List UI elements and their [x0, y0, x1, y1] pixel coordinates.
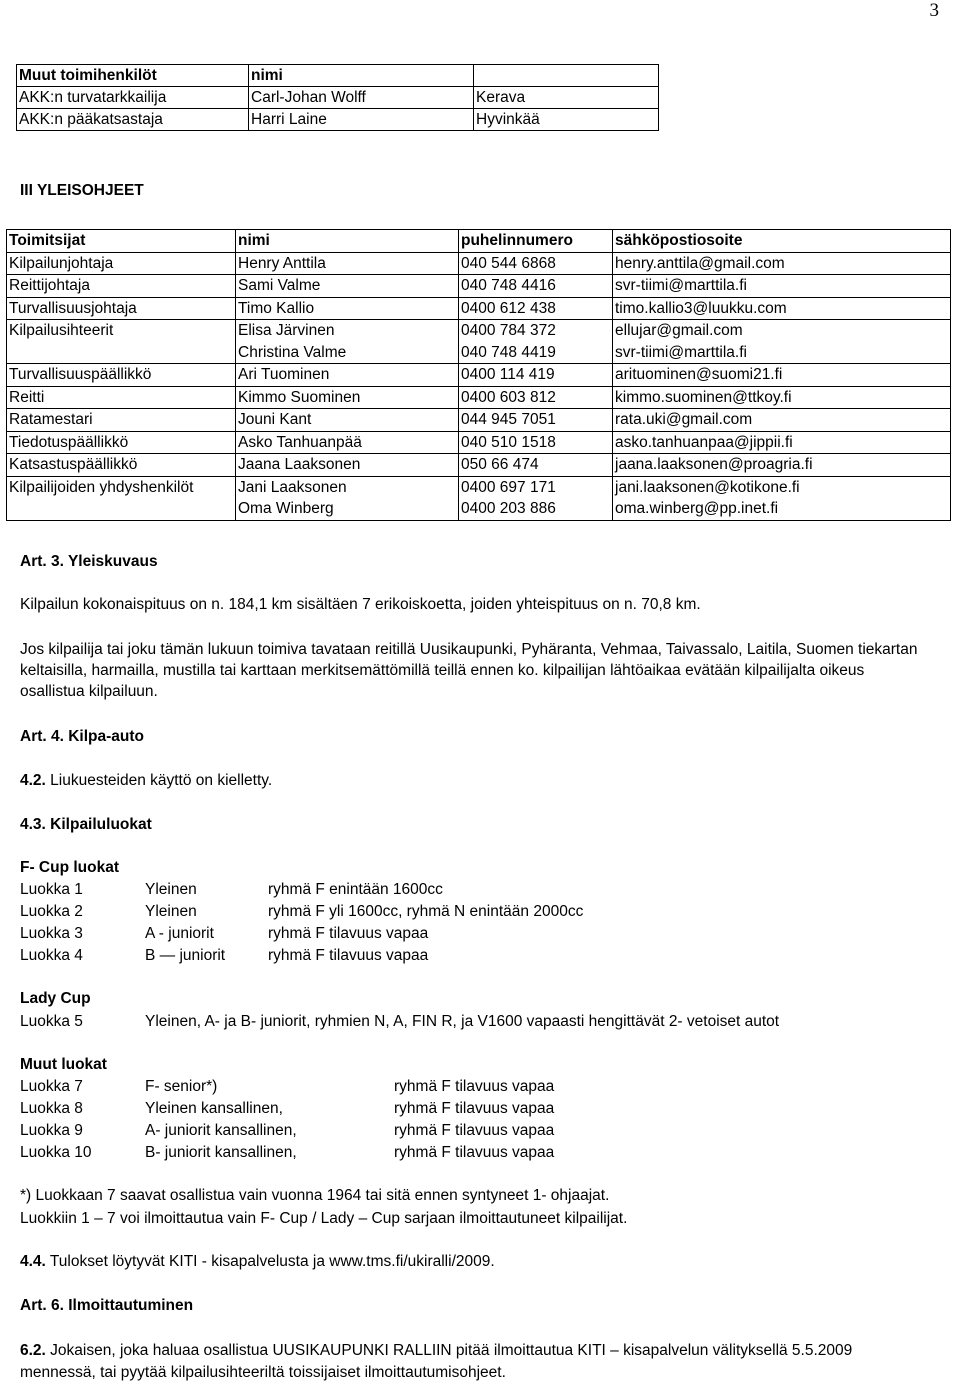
ladycup-title: Lady Cup — [20, 990, 91, 1007]
art3-paragraph: Kilpailun kokonaispituus on n. 184,1 km sisältäen 7 erikoiskoetta, joiden yhteispituus on n. 70,8 km. — [20, 596, 701, 613]
officials-header-cell: nimi — [249, 65, 474, 87]
staff-cell — [459, 275, 613, 298]
officials-row — [17, 109, 659, 131]
staff-cell-line: henry.anttila@gmail.com — [615, 254, 785, 272]
text-line: keltaisilla, harmailla, mustilla tai karttaan merkitsemättömillä teillä ennen ko. kilpailijan lähtöaikaa evätään kilpailijalta oikeus — [20, 662, 865, 679]
staff-cell — [459, 386, 613, 409]
staff-cell-line: Sami Valme — [238, 277, 321, 294]
class-cell: Luokka 3 — [20, 925, 83, 942]
staff-cell-line: Henry Anttila — [238, 254, 326, 272]
class-cell: Luokka 2 — [20, 903, 83, 920]
staff-cell-line: Kilpailusihteerit — [9, 322, 114, 339]
class-cell: Yleinen kansallinen, — [145, 1100, 283, 1117]
staff-cell-line: 0400 784 372 — [461, 322, 556, 339]
class-cell: B — juniorit — [145, 947, 226, 964]
staff-cell — [613, 476, 951, 520]
staff-cell-line: 040 544 6868 — [461, 254, 556, 272]
staff-cell — [7, 386, 236, 409]
staff-cell — [613, 431, 951, 454]
staff-header-cell: puhelinnumero — [459, 230, 613, 253]
class-cell: Luokka 7 — [20, 1078, 83, 1095]
staff-cell-line: Tiedotuspäällikkö — [9, 433, 129, 451]
class-cell: Luokka 1 — [20, 881, 83, 898]
class-cell: Yleinen — [145, 903, 197, 920]
section-text: Jokaisen, joka haluaa osallistua UUSIKAUPUNKI RALLIIN pitää ilmoittautua KITI – kisapalvelun välityksellä 5.5.2009 — [45, 1342, 853, 1359]
staff-cell — [613, 364, 951, 387]
section-text: Liukuesteiden käyttö on kielletty. — [45, 772, 273, 789]
staff-cell — [7, 297, 236, 320]
staff-cell-line: Reitti — [9, 388, 45, 406]
staff-cell-line: Jaana Laaksonen — [238, 456, 361, 473]
officials-cell: Kerava — [474, 87, 659, 109]
note-line: *) Luokkaan 7 saavat osallistua vain vuonna 1964 tai sitä ennen syntyneet 1- ohjaajat. — [20, 1187, 610, 1204]
fcup-title: F- Cup luokat — [20, 859, 120, 876]
staff-cell-line: oma.winberg@pp.inet.fi — [615, 500, 779, 517]
staff-cell-line: jaana.laaksonen@proagria.fi — [615, 456, 813, 473]
staff-cell-line: rata.uki@gmail.com — [615, 411, 753, 428]
section-number: 4.4. — [20, 1253, 46, 1270]
staff-cell-line: 040 748 4419 — [461, 343, 556, 361]
text-line: osallistua kilpailuun. — [20, 683, 158, 700]
staff-cell — [236, 297, 459, 320]
class-cell: Luokka 9 — [20, 1122, 83, 1139]
section-number: 6.2. — [20, 1342, 46, 1359]
class-cell: B- juniorit kansallinen, — [145, 1144, 297, 1161]
class-cell: Luokka 4 — [20, 947, 83, 964]
class-cell: Yleinen — [145, 881, 197, 898]
staff-cell-line: Asko Tanhuanpää — [238, 433, 362, 451]
staff-cell-line: 0400 203 886 — [461, 500, 556, 517]
class-cell: Luokka 8 — [20, 1100, 83, 1117]
staff-cell — [236, 252, 459, 275]
class-cell: F- senior*) — [145, 1078, 218, 1095]
text-line — [20, 1340, 852, 1362]
staff-row — [7, 409, 951, 432]
staff-row — [7, 454, 951, 477]
section-4-2 — [20, 772, 272, 790]
staff-cell-line: 0400 612 438 — [461, 299, 556, 317]
staff-cell-line: asko.tanhuanpaa@jippii.fi — [615, 433, 793, 451]
staff-cell — [7, 476, 236, 520]
class-cell: A- juniorit kansallinen, — [145, 1122, 297, 1139]
staff-cell-line: Katsastuspäällikkö — [9, 456, 138, 473]
staff-cell — [613, 320, 951, 364]
staff-cell-line: Turvallisuuspäällikkö — [9, 366, 152, 383]
staff-cell — [459, 252, 613, 275]
staff-cell — [7, 320, 236, 364]
staff-cell — [459, 297, 613, 320]
section-6-2 — [20, 1340, 852, 1384]
class-cell: ryhmä F tilavuus vapaa — [394, 1100, 555, 1117]
staff-cell — [7, 431, 236, 454]
staff-cell-line: Jouni Kant — [238, 411, 312, 428]
staff-cell-line: ellujar@gmail.com — [615, 322, 743, 339]
art3-paragraph-2 — [20, 639, 940, 702]
staff-cell — [459, 409, 613, 432]
text-line: mennessä, tai pyytää kilpailusihteeriltä toissijaiset ilmoittautumisohjeet. — [20, 1364, 506, 1381]
text-line: Jos kilpailija tai joku tämän lukuun toimiva tavataan reitillä Uusikaupunki, Pyhäranta, Vehmaa, Taivassalo, Laitila, Suomen tiekartan — [20, 641, 918, 658]
staff-cell-line: Elisa Järvinen — [238, 322, 335, 339]
class-cell: ryhmä F tilavuus vapaa — [394, 1078, 555, 1095]
officials-header-cell: Muut toimihenkilöt — [17, 65, 249, 87]
staff-header-cell: Toimitsijat — [7, 230, 236, 253]
staff-header-row — [7, 230, 951, 253]
class-cell: ryhmä F tilavuus vapaa — [268, 925, 429, 942]
staff-row — [7, 297, 951, 320]
class-cell: ryhmä F tilavuus vapaa — [268, 947, 429, 964]
staff-cell — [7, 275, 236, 298]
staff-cell — [236, 275, 459, 298]
staff-cell-line: Christina Valme — [238, 343, 347, 361]
staff-cell-line: svr-tiimi@marttila.fi — [615, 277, 747, 294]
ladycup-class: Luokka 5 — [20, 1013, 83, 1030]
class-cell: ryhmä F enintään 1600cc — [268, 881, 443, 898]
officials-table — [16, 64, 659, 131]
page-number: 3 — [929, 0, 939, 21]
officials-cell: Carl-Johan Wolff — [249, 87, 474, 109]
ladycup-desc: Yleinen, A- ja B- juniorit, ryhmien N, A, FIN R, ja V1600 vapaasti hengittävät 2- vetoiset autot — [145, 1013, 780, 1030]
section-number: 4.2. — [20, 772, 46, 789]
staff-cell-line: jani.laaksonen@kotikone.fi — [615, 478, 800, 496]
staff-cell — [7, 364, 236, 387]
staff-cell-line: kimmo.suominen@ttkoy.fi — [615, 388, 792, 406]
section-text: Tulokset löytyvät KITI - kisapalvelusta ja www.tms.fi/ukiralli/2009. — [45, 1253, 495, 1270]
staff-cell-line: Kilpailijoiden yhdyshenkilöt — [9, 478, 194, 496]
staff-header-cell: sähköpostiosoite — [613, 230, 951, 253]
officials-cell: Hyvinkää — [474, 109, 659, 131]
staff-row — [7, 252, 951, 275]
section-number: 4.3. — [20, 816, 46, 833]
staff-cell — [613, 297, 951, 320]
staff-cell-line: Reittijohtaja — [9, 277, 90, 294]
staff-cell-line: Oma Winberg — [238, 500, 334, 517]
staff-cell — [236, 320, 459, 364]
staff-cell-line: svr-tiimi@marttila.fi — [615, 343, 747, 361]
staff-cell — [236, 409, 459, 432]
class-cell: A - juniorit — [145, 925, 214, 942]
class-cell: ryhmä F tilavuus vapaa — [394, 1122, 555, 1139]
staff-cell-line: Ratamestari — [9, 411, 93, 428]
officials-header-cell — [474, 65, 659, 87]
section-title: III YLEISOHJEET — [20, 182, 144, 199]
staff-cell — [236, 431, 459, 454]
staff-cell-line: 044 945 7051 — [461, 411, 556, 428]
staff-cell — [613, 409, 951, 432]
staff-cell-line: Turvallisuusjohtaja — [9, 299, 137, 317]
officials-row — [17, 87, 659, 109]
staff-cell — [459, 431, 613, 454]
officials-header-row — [17, 65, 659, 87]
staff-cell — [236, 386, 459, 409]
officials-cell: AKK:n turvatarkkailija — [17, 87, 249, 109]
staff-cell — [7, 252, 236, 275]
staff-cell — [613, 252, 951, 275]
muut-title: Muut luokat — [20, 1056, 107, 1073]
staff-cell — [459, 454, 613, 477]
officials-cell: Harri Laine — [249, 109, 474, 131]
staff-cell — [7, 454, 236, 477]
art4-title: Art. 4. Kilpa-auto — [20, 728, 145, 745]
staff-cell-line: arituominen@suomi21.fi — [615, 366, 783, 383]
staff-row — [7, 386, 951, 409]
staff-cell — [613, 454, 951, 477]
staff-cell-line: 0400 114 419 — [461, 366, 555, 383]
staff-cell — [459, 320, 613, 364]
staff-cell-line: 0400 697 171 — [461, 478, 556, 496]
section-4-3 — [20, 816, 152, 834]
staff-row — [7, 364, 951, 387]
staff-row — [7, 431, 951, 454]
staff-cell — [236, 364, 459, 387]
staff-cell-line: 040 748 4416 — [461, 277, 556, 294]
staff-cell-line: Kimmo Suominen — [238, 388, 361, 406]
officials-cell: AKK:n pääkatsastaja — [17, 109, 249, 131]
note-line: Luokkiin 1 – 7 voi ilmoittautua vain F- Cup / Lady – Cup sarjaan ilmoittautuneet kilpailijat. — [20, 1210, 628, 1227]
staff-cell — [236, 476, 459, 520]
staff-cell — [236, 454, 459, 477]
section-text: Kilpailuluokat — [45, 816, 152, 833]
staff-table — [6, 229, 951, 521]
class-cell: ryhmä F yli 1600cc, ryhmä N enintään 2000cc — [268, 903, 584, 920]
staff-cell-line: Ari Tuominen — [238, 366, 330, 383]
staff-cell — [613, 386, 951, 409]
art3-title: Art. 3. Yleiskuvaus — [20, 553, 158, 570]
staff-cell — [459, 476, 613, 520]
staff-cell-line: 050 66 474 — [461, 456, 539, 473]
class-cell: Luokka 10 — [20, 1144, 92, 1161]
staff-cell-line: Kilpailunjohtaja — [9, 254, 114, 272]
staff-cell — [613, 275, 951, 298]
staff-cell-line: Jani Laaksonen — [238, 478, 347, 496]
staff-cell — [7, 409, 236, 432]
staff-cell-line: 0400 603 812 — [461, 388, 556, 406]
section-4-4 — [20, 1253, 495, 1271]
staff-cell-line: 040 510 1518 — [461, 433, 556, 451]
staff-cell-line: Timo Kallio — [238, 299, 315, 317]
staff-row — [7, 275, 951, 298]
staff-cell-line: timo.kallio3@luukku.com — [615, 299, 787, 317]
art6-title: Art. 6. Ilmoittautuminen — [20, 1297, 194, 1314]
staff-cell — [459, 364, 613, 387]
staff-row — [7, 320, 951, 364]
staff-header-cell: nimi — [236, 230, 459, 253]
class-cell: ryhmä F tilavuus vapaa — [394, 1144, 555, 1161]
staff-row — [7, 476, 951, 520]
